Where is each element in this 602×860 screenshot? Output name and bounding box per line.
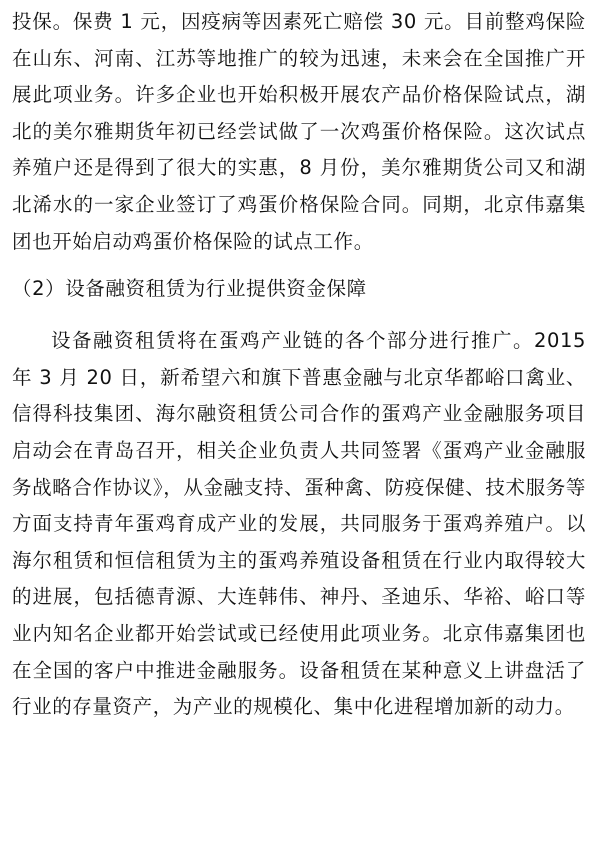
section-heading: （2）设备融资租赁为行业提供资金保障 <box>12 277 367 301</box>
paragraph-equipment-leasing: 设备融资租赁将在蛋鸡产业链的各个部分进行推广。2015 年 3 月 20 日，新希望六和旗下普惠金融与北京华都峪口禽业、信得科技集团、海尔融资租赁公司合作的蛋鸡产业金融服务项目启动会在青岛召开，相关企业负责人共同签署《蛋鸡产业金融服务战略合作协议》，从金融支持、蛋种禽、防疫保健、技术服务等方面支持青年蛋鸡育成产业的发展，共同服务于蛋鸡养殖户。以海尔租赁和恒信租赁为主的蛋鸡养殖设备租赁在行业内取得较大的进展，包括德青源、大连韩伟、神丹、圣迪乐、华裕、峪口等业内知名企业都开始尝试或已经使用此项业务。北京伟嘉集团也在全国的客户中推进金融服务。设备租赁在某种意义上讲盘活了行业的存量资产，为产业的规模化、集中化进程增加新的动力。 <box>12 329 586 719</box>
paragraph-egg-price-insurance: 投保。保费 1 元，因疫病等因素死亡赔偿 30 元。目前整鸡保险在山东、河南、江苏等地推广的较为迅速，未来会在全国推广开展此项业务。许多企业也开始积极开展农产品价格保险试点，湖北的美尔雅期货年初已经尝试做了一次鸡蛋价格保险。这次试点养殖户还是得到了很大的实惠，8 月份，美尔雅期货公司又和湖北浠水的一家企业签订了鸡蛋价格保险合同。同期，北京伟嘉集团也开始启动鸡蛋价格保险的试点工作。 <box>12 10 586 253</box>
